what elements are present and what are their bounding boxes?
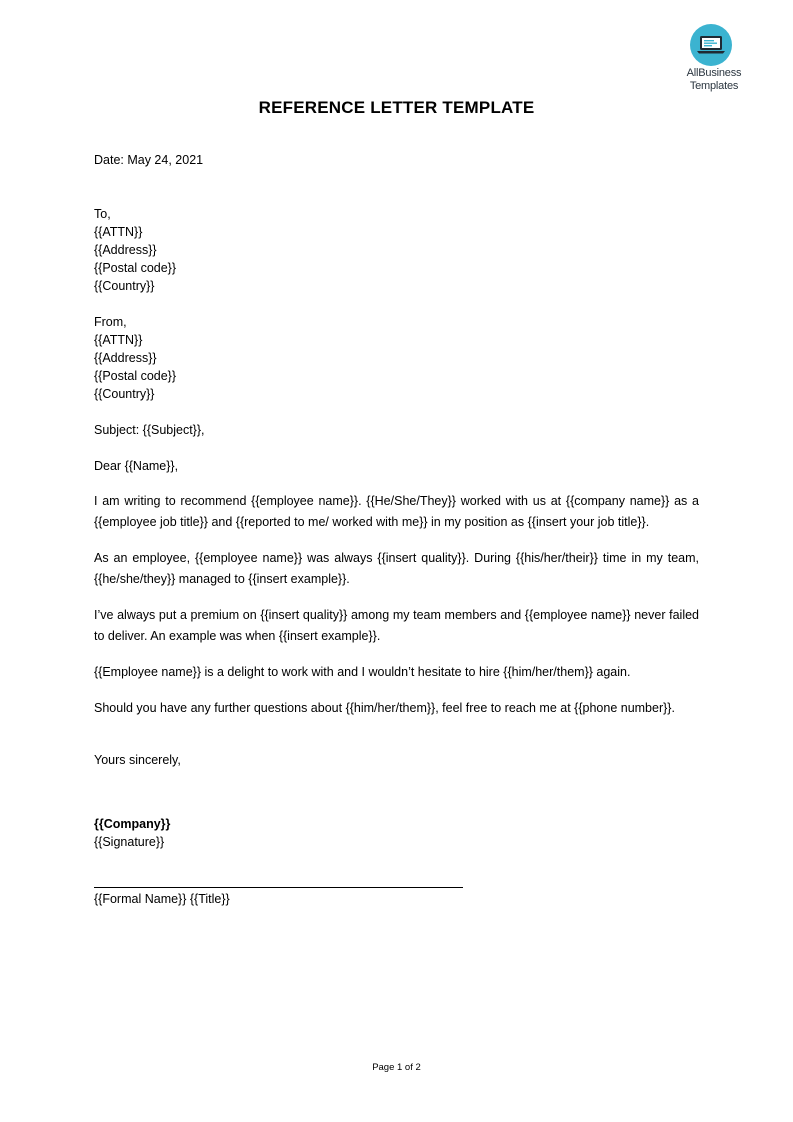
subject-line: Subject: {{Subject}}, <box>94 423 205 437</box>
from-address: {{Address}} <box>94 351 157 365</box>
paragraph-delight: {{Employee name}} is a delight to work with and I wouldn’t hesitate to hire {{him/her/them}} again. <box>94 665 631 679</box>
date-line: Date: May 24, 2021 <box>94 153 204 167</box>
logo-wordmark <box>676 67 752 93</box>
sender-block <box>94 313 699 403</box>
paragraph-recommendation: I am writing to recommend {{employee name}}. {{He/She/They}} worked with us at {{company name}} as a {{employee job title}} and {{reported to me/ worked with me}} in my position as {{insert your job title}}. <box>94 494 699 529</box>
paragraph-employee-quality: As an employee, {{employee name}} was always {{insert quality}}. During {{his/her/their}} time in my team, {{he/she/they}} managed to {{insert example}}. <box>94 551 699 586</box>
document-title: REFERENCE LETTER TEMPLATE <box>258 98 535 117</box>
from-attn: {{ATTN}} <box>94 333 143 347</box>
paragraph-questions: Should you have any further questions about {{him/her/them}}, feel free to reach me at {{phone number}}. <box>94 701 675 715</box>
to-country: {{Country}} <box>94 279 155 293</box>
signature-line <box>94 887 463 888</box>
paragraph-premium: I’ve always put a premium on {{insert quality}} among my team members and {{employee name}} never failed to deliver. An example was when {{insert example}}. <box>94 608 699 643</box>
to-heading: To, <box>94 207 111 221</box>
logo-circle <box>690 24 732 66</box>
from-heading: From, <box>94 315 127 329</box>
formal-name-title: {{Formal Name}} {{Title}} <box>94 892 230 906</box>
to-address: {{Address}} <box>94 243 157 257</box>
logo-line1: AllBusiness <box>686 67 742 79</box>
brand-logo <box>676 22 752 96</box>
logo-line2: Templates <box>689 80 739 92</box>
from-postal-code: {{Postal code}} <box>94 369 177 383</box>
closing: Yours sincerely, <box>94 753 181 767</box>
recipient-block <box>94 205 699 295</box>
letter-body <box>94 151 699 908</box>
laptop-icon <box>690 24 732 66</box>
company-name: {{Company}} <box>94 817 171 831</box>
from-country: {{Country}} <box>94 387 155 401</box>
salutation: Dear {{Name}}, <box>94 459 179 473</box>
to-attn: {{ATTN}} <box>94 225 143 239</box>
signature-placeholder: {{Signature}} <box>94 835 165 849</box>
to-postal-code: {{Postal code}} <box>94 261 177 275</box>
page-number: Page 1 of 2 <box>372 1062 421 1073</box>
